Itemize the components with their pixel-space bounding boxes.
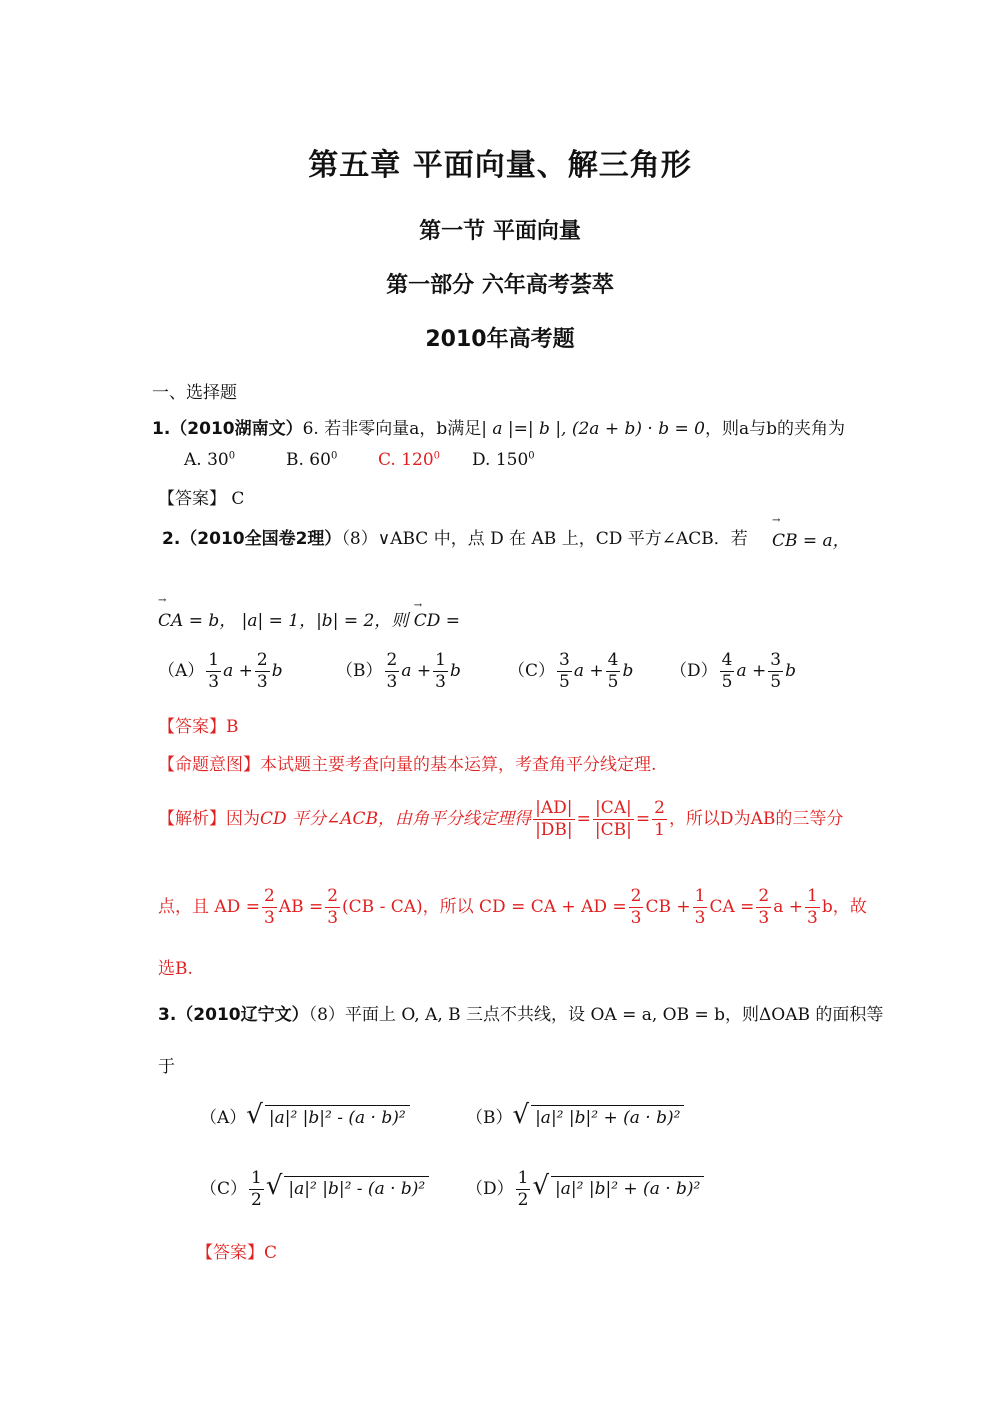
year-title: 2010年高考题	[425, 327, 575, 352]
q3-text2: 于	[158, 1057, 175, 1077]
q2-answer: 【答案】B	[158, 717, 239, 737]
part-title: 第一部分 六年高考荟萃	[386, 273, 614, 298]
q3-answer: 【答案】C	[196, 1243, 278, 1263]
q2-line1: （8）∨ABC 中，点 D 在 AB 上，CD 平方∠ACB．若	[341, 529, 748, 549]
question-3	[158, 1000, 883, 1025]
q2-analysis-line3: 选B.	[158, 959, 193, 979]
category-heading: 一、选择题	[152, 383, 237, 403]
section-title: 第一节 平面向量	[419, 219, 581, 244]
q2-option-d: （D） $\frac{4}{5}$ a + $\frac{3}{5}$ b	[670, 650, 796, 692]
q2-moduli: |a| = 1，|b| = 2，则	[241, 611, 409, 631]
q1-label: 1.（2010湖南文）	[152, 419, 303, 439]
q1-option-a: A. $30^0$	[184, 450, 236, 470]
q1-text1: 6. 若非零向量a，b满足	[302, 419, 482, 439]
q2-cd: → CD =	[414, 611, 460, 631]
chapter-title: 第五章 平面向量、解三角形	[308, 148, 692, 183]
q2-ca: → CA = b，	[158, 606, 236, 631]
q1-text2: ，则a与b的夹角为	[704, 419, 846, 439]
q1-condition: | a |=| b |, (2a + b) · b = 0	[481, 419, 705, 439]
q3-text: （8）平面上 O, A, B 三点不共线，设 OA = a, OB = b，则ΔOAB 的面积等	[308, 1005, 884, 1025]
q3-option-c: （C） $\frac{1}{2}$ √ |a|² |b|² - (a · b)²	[200, 1170, 429, 1209]
q2-line2	[158, 606, 460, 631]
question-1	[152, 414, 845, 439]
q2-analysis-line1: 【解析】因为CD 平分∠ACB，由角平分线定理得 $\frac{|AD|}{|DB|}$ = $\frac{|CA|}{|CB|}$ = $\frac{2}{1}$ ，所以D为AB的三等分	[158, 798, 844, 840]
question-2	[162, 524, 748, 549]
q1-option-c: C. $120^0$	[378, 450, 441, 470]
q2-analysis-line2: 点，且 AD = $\frac{2}{3}$ AB = $\frac{2}{3}$ (CB - CA)，所以 CD = CA + AD = $\frac{2}{3}$ CB + $\frac{1}{3}$ CA = $\frac{2}{3}$ a + $\frac{1}{3}$ b，故	[158, 886, 867, 928]
q2-option-b: （B） $\frac{2}{3}$ a + $\frac{1}{3}$ b	[336, 650, 461, 692]
q3-option-a: （A）√ |a|² |b|² - (a · b)²	[200, 1100, 410, 1130]
q3-option-b: （B）√ |a|² |b|² + (a · b)²	[466, 1100, 684, 1130]
q2-label: 2.（2010全国卷2理）	[162, 529, 342, 549]
q2-cb: → CB = a，	[772, 526, 850, 551]
q2-option-a: （A） $\frac{1}{3}$ a + $\frac{2}{3}$ b	[158, 650, 283, 692]
q1-option-d: D. $150^0$	[472, 450, 535, 470]
q1-option-b: B. $60^0$	[286, 450, 338, 470]
q3-label: 3.（2010辽宁文）	[158, 1005, 309, 1025]
q2-option-c: （C） $\frac{3}{5}$ a + $\frac{4}{5}$ b	[508, 650, 634, 692]
q2-intent: 【命题意图】本试题主要考查向量的基本运算，考查角平分线定理.	[158, 755, 657, 775]
q3-option-d: （D） $\frac{1}{2}$ √ |a|² |b|² + (a · b)²	[466, 1170, 704, 1209]
q1-answer: 【答案】 C	[158, 489, 245, 509]
